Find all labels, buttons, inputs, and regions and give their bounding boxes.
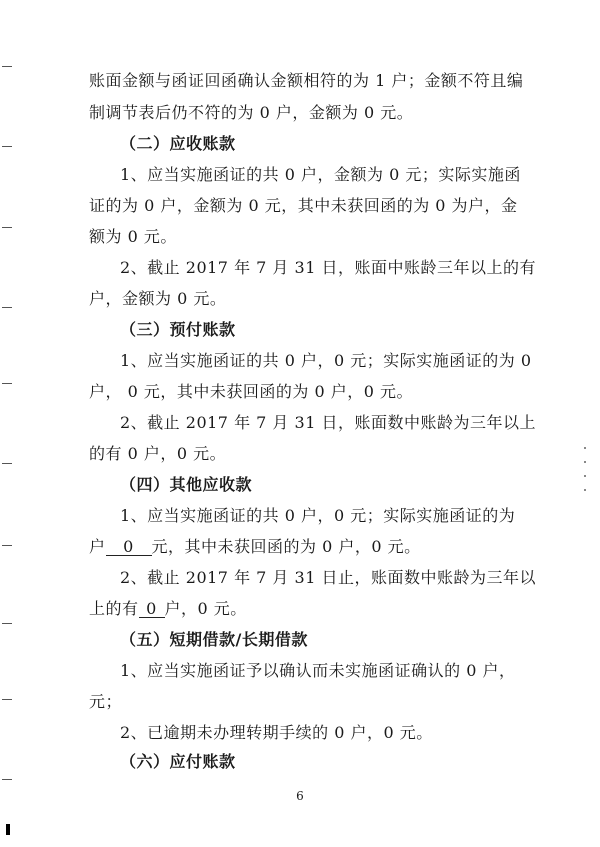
body-line [89,599,519,619]
binding-dot [584,461,586,463]
body-line: 1、应当实施函证予以确认而未实施函证确认的 0 户， [120,661,516,680]
section-heading-receivables: （二）应收账款 [120,134,236,153]
margin-mark [2,227,12,228]
body-line: 2、截止 2017 年 7 月 31 日，账面数中账龄为三年以上 [120,413,536,432]
text-fragment: 元，其中未获回函的为 0 户，0 元。 [151,537,421,556]
body-line: 1、应当实施函证的共 0 户，金额为 0 元；实际实施函 [120,165,521,184]
body-line: 元； [89,692,123,711]
page-number: 6 [296,789,304,803]
body-line: 2、截止 2017 年 7 月 31 日止，账面数中账龄为三年以 [120,568,536,587]
margin-mark [2,463,12,464]
binding-dot [584,489,586,491]
body-line [89,537,519,557]
margin-mark [2,307,12,308]
section-heading-other-receivables: （四）其他应收款 [120,475,253,494]
text-fragment: 户，0 元。 [164,599,247,618]
section-heading-payables: （六）应付账款 [120,752,236,771]
margin-mark [2,699,12,700]
body-line: 账面金额与函证回函确认金额相符的为 1 户；金额不符且编 [89,71,524,90]
body-line: 1、应当实施函证的共 0 户，0 元；实际实施函证的为 0 [120,351,532,370]
margin-mark [2,383,12,384]
underlined-value: 0 [106,538,152,556]
body-line: 1、应当实施函证的共 0 户，0 元；实际实施函证的为 [120,506,516,525]
body-line: 的有 0 户，0 元。 [89,444,227,463]
body-line: 2、截止 2017 年 7 月 31 日，账面中账龄三年以上的有 [120,258,536,277]
body-line: 额为 0 元。 [89,227,177,246]
body-line: 证的为 0 户，金额为 0 元，其中未获回函的为 0 为户，金 [89,196,518,215]
text-fragment: 户 [89,537,106,556]
body-line: 户， 0 元，其中未获回函的为 0 户，0 元。 [89,382,413,401]
body-line: 2、已逾期未办理转期手续的 0 户，0 元。 [120,723,433,742]
margin-mark [2,146,12,147]
scan-mark [6,824,10,835]
binding-dot [584,475,586,477]
section-heading-prepayments: （三）预付账款 [120,320,236,339]
margin-mark [2,779,12,780]
margin-mark [2,545,12,546]
body-line: 户，金额为 0 元。 [89,289,227,308]
margin-mark [2,623,12,624]
margin-mark [2,66,12,67]
underlined-value: 0 [139,600,165,618]
body-line: 制调节表后仍不符的为 0 户，金额为 0 元。 [89,103,414,122]
section-heading-loans: （五）短期借款/长期借款 [120,630,308,649]
text-fragment: 上的有 [89,599,139,618]
binding-dot [584,447,586,449]
